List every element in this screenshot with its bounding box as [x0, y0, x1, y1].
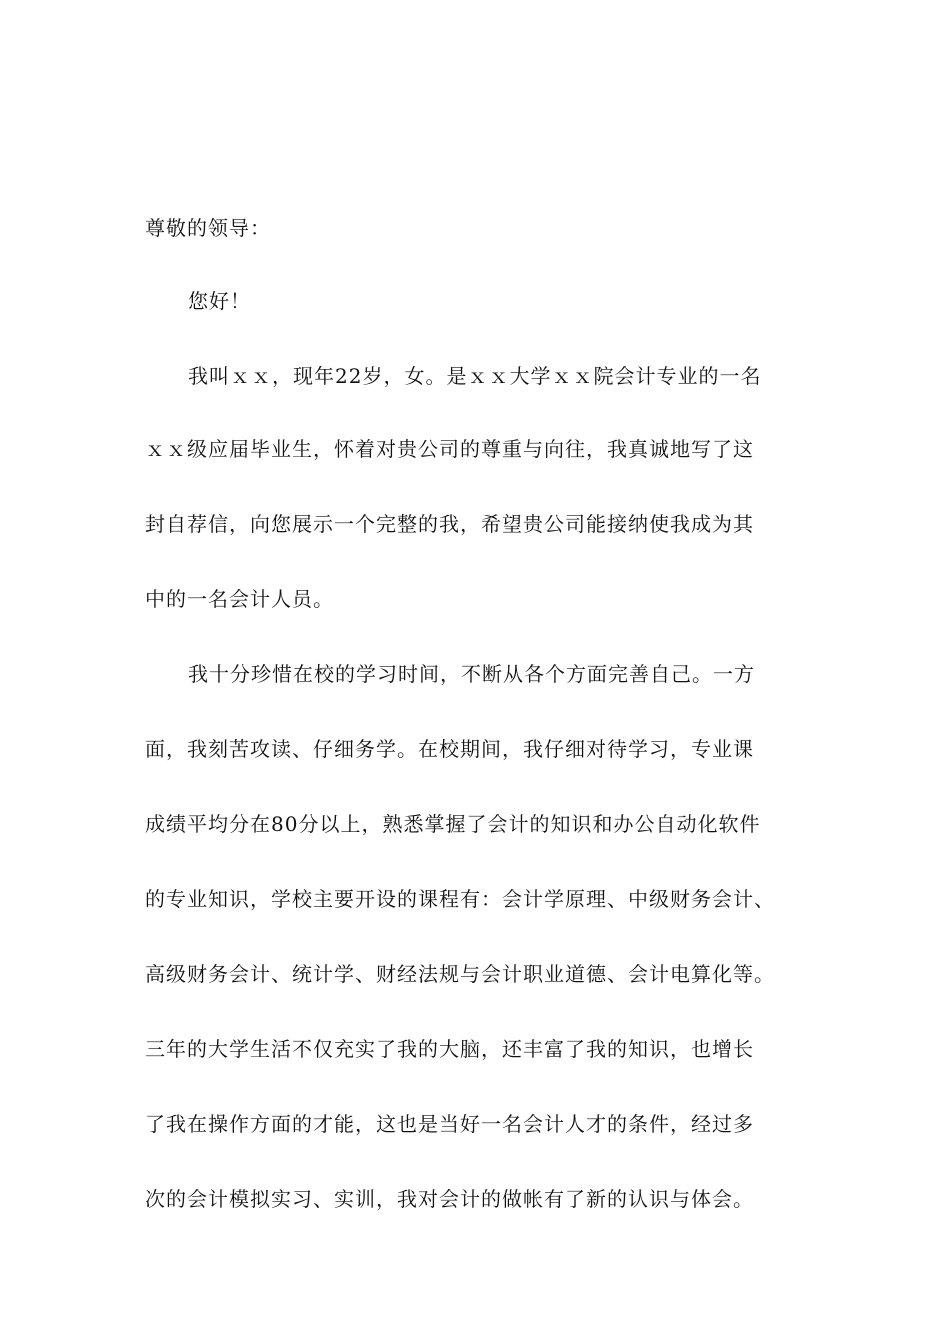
salutation: 尊敬的领导： — [145, 216, 271, 240]
paragraph-line: 次的会计模拟实习、实训，我对会计的做帐有了新的认识与体会。 — [145, 1187, 754, 1211]
paragraph-line: 成绩平均分在80分以上，熟悉掌握了会计的知识和办公自动化软件 — [145, 812, 761, 836]
paragraph-line: ｘｘ级应届毕业生，怀着对贵公司的尊重与向往，我真诚地写了这 — [145, 437, 754, 461]
paragraph-line: 我叫ｘｘ，现年22岁，女。是ｘｘ大学ｘｘ院会计专业的一名 — [188, 364, 762, 388]
paragraph-line: 的专业知识，学校主要开设的课程有：会计学原理、中级财务会计、 — [145, 887, 775, 911]
paragraph-line: 了我在操作方面的才能，这也是当好一名会计人才的条件，经过多 — [145, 1112, 754, 1136]
paragraph-line: 封自荐信，向您展示一个完整的我，希望贵公司能接纳使我成为其 — [145, 512, 754, 536]
paragraph-line: 三年的大学生活不仅充实了我的大脑，还丰富了我的知识，也增长 — [145, 1037, 754, 1061]
paragraph-line: 面，我刻苦攻读、仔细务学。在校期间，我仔细对待学习，专业课 — [145, 737, 754, 761]
paragraph-line: 高级财务会计、统计学、财经法规与会计职业道德、会计电算化等。 — [145, 962, 775, 986]
greeting: 您好！ — [188, 289, 251, 313]
paragraph-line: 我十分珍惜在校的学习时间，不断从各个方面完善自己。一方 — [188, 662, 755, 686]
paragraph-line: 中的一名会计人员。 — [145, 587, 334, 611]
